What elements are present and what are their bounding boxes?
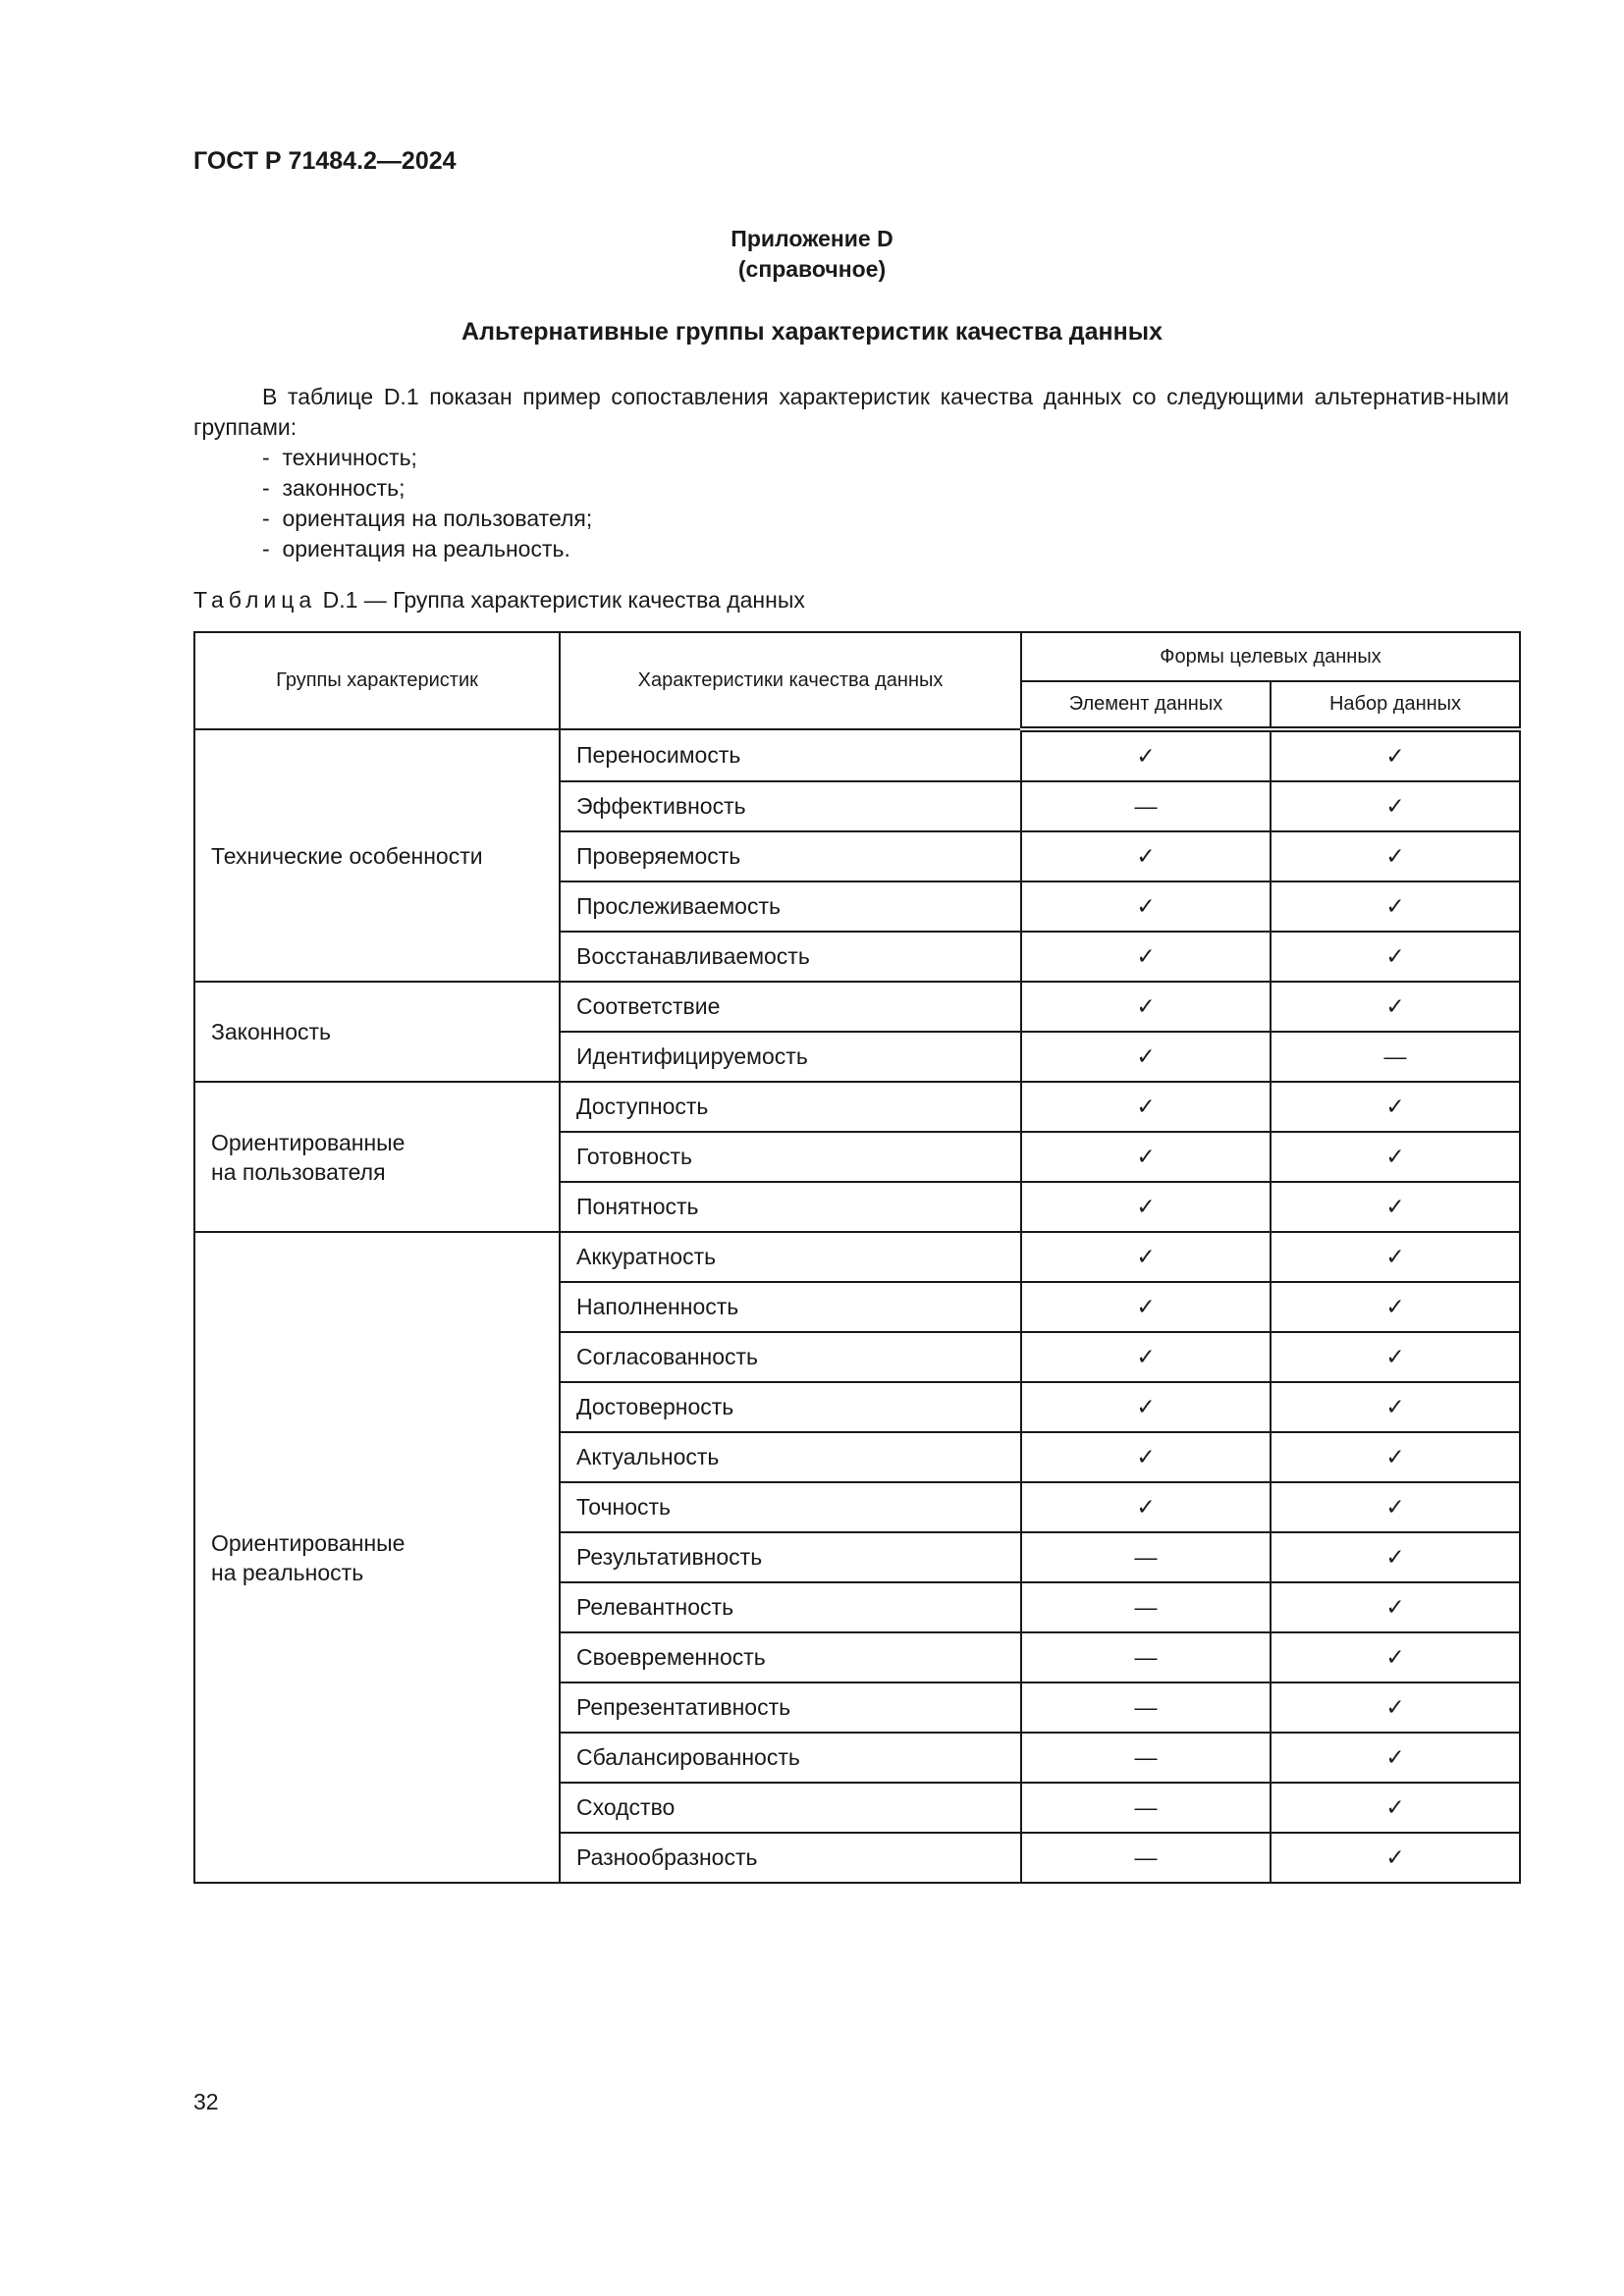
characteristic-cell: Репрезентативность — [560, 1682, 1021, 1733]
quality-characteristics-table — [193, 631, 1521, 1884]
element-mark-cell: ✓ — [1021, 881, 1271, 932]
element-mark-cell: ✓ — [1021, 1232, 1271, 1282]
characteristic-cell: Разнообразность — [560, 1833, 1021, 1883]
characteristic-cell: Доступность — [560, 1082, 1021, 1132]
characteristic-cell: Сходство — [560, 1783, 1021, 1833]
characteristic-cell: Восстанавливаемость — [560, 932, 1021, 982]
list-item: - ориентация на пользователя; — [262, 504, 1509, 534]
characteristic-cell: Идентифицируемость — [560, 1032, 1021, 1082]
page-number: 32 — [193, 2089, 219, 2114]
characteristic-cell: Результативность — [560, 1532, 1021, 1582]
element-mark-cell: — — [1021, 1783, 1271, 1833]
set-mark-cell: ✓ — [1271, 1733, 1520, 1783]
element-mark-cell: — — [1021, 781, 1271, 831]
table-body — [194, 729, 1520, 1883]
set-mark-cell: ✓ — [1271, 1532, 1520, 1582]
characteristic-cell: Прослеживаемость — [560, 881, 1021, 932]
set-mark-cell: ✓ — [1271, 932, 1520, 982]
characteristic-cell: Точность — [560, 1482, 1021, 1532]
appendix-type: (справочное) — [737, 256, 887, 282]
set-mark-cell: ✓ — [1271, 1682, 1520, 1733]
characteristic-cell: Сбалансированность — [560, 1733, 1021, 1783]
set-mark-cell: ✓ — [1271, 1182, 1520, 1232]
group-cell: Технические особенности — [194, 729, 560, 982]
header-characteristics: Характеристики качества данных — [560, 632, 1021, 729]
set-mark-cell: ✓ — [1271, 1082, 1520, 1132]
element-mark-cell: ✓ — [1021, 1282, 1271, 1332]
list-item: - техничность; — [262, 443, 1509, 473]
set-mark-cell: ✓ — [1271, 1432, 1520, 1482]
element-mark-cell: ✓ — [1021, 1382, 1271, 1432]
group-cell: Ориентированные на пользователя — [194, 1082, 560, 1232]
element-mark-cell: ✓ — [1021, 1432, 1271, 1482]
element-mark-cell: ✓ — [1021, 1082, 1271, 1132]
table-caption-word: Таблица — [193, 587, 317, 613]
characteristic-cell: Понятность — [560, 1182, 1021, 1232]
group-cell: Ориентированные на реальность — [194, 1232, 560, 1883]
header-element: Элемент данных — [1021, 681, 1271, 729]
element-mark-cell: — — [1021, 1833, 1271, 1883]
set-mark-cell: ✓ — [1271, 1632, 1520, 1682]
characteristic-cell: Проверяемость — [560, 831, 1021, 881]
characteristic-cell: Достоверность — [560, 1382, 1021, 1432]
set-mark-cell: ✓ — [1271, 1582, 1520, 1632]
intro-block — [193, 382, 1509, 564]
list-item: - законность; — [262, 473, 1509, 504]
element-mark-cell: ✓ — [1021, 1032, 1271, 1082]
characteristic-cell: Готовность — [560, 1132, 1021, 1182]
set-mark-cell: ✓ — [1271, 1833, 1520, 1883]
characteristic-cell: Эффективность — [560, 781, 1021, 831]
header-groups: Группы характеристик — [194, 632, 560, 729]
set-mark-cell: ✓ — [1271, 1232, 1520, 1282]
characteristic-cell: Актуальность — [560, 1432, 1021, 1482]
element-mark-cell: — — [1021, 1733, 1271, 1783]
element-mark-cell: — — [1021, 1682, 1271, 1733]
element-mark-cell: ✓ — [1021, 1132, 1271, 1182]
characteristic-cell: Своевременность — [560, 1632, 1021, 1682]
standard-code: ГОСТ Р 71484.2—2024 — [193, 147, 457, 175]
characteristic-cell: Соответствие — [560, 982, 1021, 1032]
header-set: Набор данных — [1271, 681, 1520, 729]
element-mark-cell: ✓ — [1021, 1332, 1271, 1382]
element-mark-cell: ✓ — [1021, 932, 1271, 982]
element-mark-cell: ✓ — [1021, 1182, 1271, 1232]
set-mark-cell: ✓ — [1271, 1132, 1520, 1182]
element-mark-cell: ✓ — [1021, 982, 1271, 1032]
characteristic-cell: Релевантность — [560, 1582, 1021, 1632]
header-forms: Формы целевых данных — [1021, 632, 1520, 681]
group-list — [193, 443, 1509, 564]
element-mark-cell: — — [1021, 1632, 1271, 1682]
set-mark-cell: ✓ — [1271, 881, 1520, 932]
set-mark-cell: ✓ — [1271, 1482, 1520, 1532]
set-mark-cell: ✓ — [1271, 1783, 1520, 1833]
characteristic-cell: Аккуратность — [560, 1232, 1021, 1282]
group-cell: Законность — [194, 982, 560, 1082]
table-caption — [193, 587, 805, 614]
set-mark-cell: ✓ — [1271, 831, 1520, 881]
element-mark-cell: — — [1021, 1532, 1271, 1582]
table-caption-text: D.1 — Группа характеристик качества данных — [322, 587, 805, 613]
set-mark-cell: ✓ — [1271, 1332, 1520, 1382]
appendix-title: Приложение D — [731, 226, 893, 251]
characteristic-cell: Наполненность — [560, 1282, 1021, 1332]
intro-paragraph: В таблице D.1 показан пример сопоставления характеристик качества данных со следующими альтернатив-ными группами: — [193, 384, 1509, 440]
set-mark-cell: ✓ — [1271, 1382, 1520, 1432]
element-mark-cell: ✓ — [1021, 1482, 1271, 1532]
set-mark-cell: ✓ — [1271, 781, 1520, 831]
list-item: - ориентация на реальность. — [262, 534, 1509, 564]
table-row — [194, 1232, 1520, 1282]
table-row — [194, 1082, 1520, 1132]
element-mark-cell: ✓ — [1021, 729, 1271, 781]
element-mark-cell: — — [1021, 1582, 1271, 1632]
characteristic-cell: Переносимость — [560, 729, 1021, 781]
element-mark-cell: ✓ — [1021, 831, 1271, 881]
appendix-heading — [0, 224, 1624, 285]
table-row — [194, 982, 1520, 1032]
section-title: Альтернативные группы характеристик качества данных — [461, 318, 1163, 346]
set-mark-cell: — — [1271, 1032, 1520, 1082]
characteristic-cell: Согласованность — [560, 1332, 1021, 1382]
set-mark-cell: ✓ — [1271, 1282, 1520, 1332]
set-mark-cell: ✓ — [1271, 729, 1520, 781]
set-mark-cell: ✓ — [1271, 982, 1520, 1032]
table-row — [194, 729, 1520, 781]
